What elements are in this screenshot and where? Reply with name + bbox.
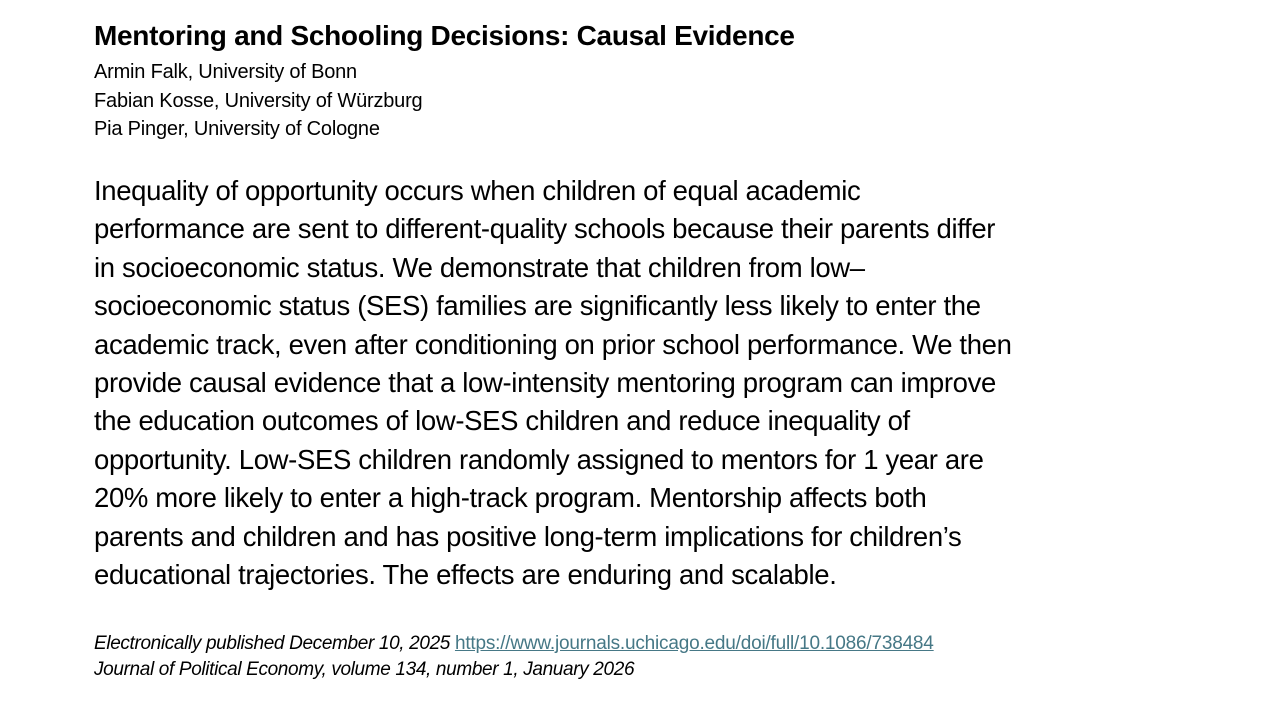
abstract-line: opportunity. Low-SES children randomly assigned to mentors for 1 year are [94,443,984,475]
abstract [94,172,1012,594]
paper-title: Mentoring and Schooling Decisions: Causal Evidence [94,20,795,51]
doi-link[interactable]: https://www.journals.uchicago.edu/doi/full/10.1086/738484 [454,633,934,654]
author-line: Pia Pinger, University of Cologne [94,118,380,140]
abstract-line: provide causal evidence that a low-intensity mentoring program can improve [94,367,996,399]
published-date: Electronically published December 10, 2025 [94,633,451,654]
author-line: Armin Falk, University of Bonn [94,61,357,83]
abstract-line: Inequality of opportunity occurs when children of equal academic [94,175,861,206]
abstract-line: academic track, even after conditioning on prior school performance. We then [94,328,1012,360]
journal-citation: Journal of Political Economy, volume 134, number 1, January 2026 [94,659,635,680]
abstract-line: performance are sent to different-quality schools because their parents differ [94,213,996,245]
publication-line [94,631,934,657]
publication-footer [94,631,934,683]
author-list [94,58,422,144]
abstract-line: the education outcomes of low-SES children and reduce inequality of [94,405,910,437]
author-line: Fabian Kosse, University of Würzburg [94,89,423,112]
abstract-line: socioeconomic status (SES) families are significantly less likely to enter the [94,290,981,322]
abstract-line: in socioeconomic status. We demonstrate that children from low– [94,251,865,283]
abstract-line: parents and children and has positive long-term implications for children’s [94,520,962,552]
abstract-line: educational trajectories. The effects are enduring and scalable. [94,559,837,591]
abstract-line: 20% more likely to enter a high-track program. Mentorship affects both [94,482,927,514]
